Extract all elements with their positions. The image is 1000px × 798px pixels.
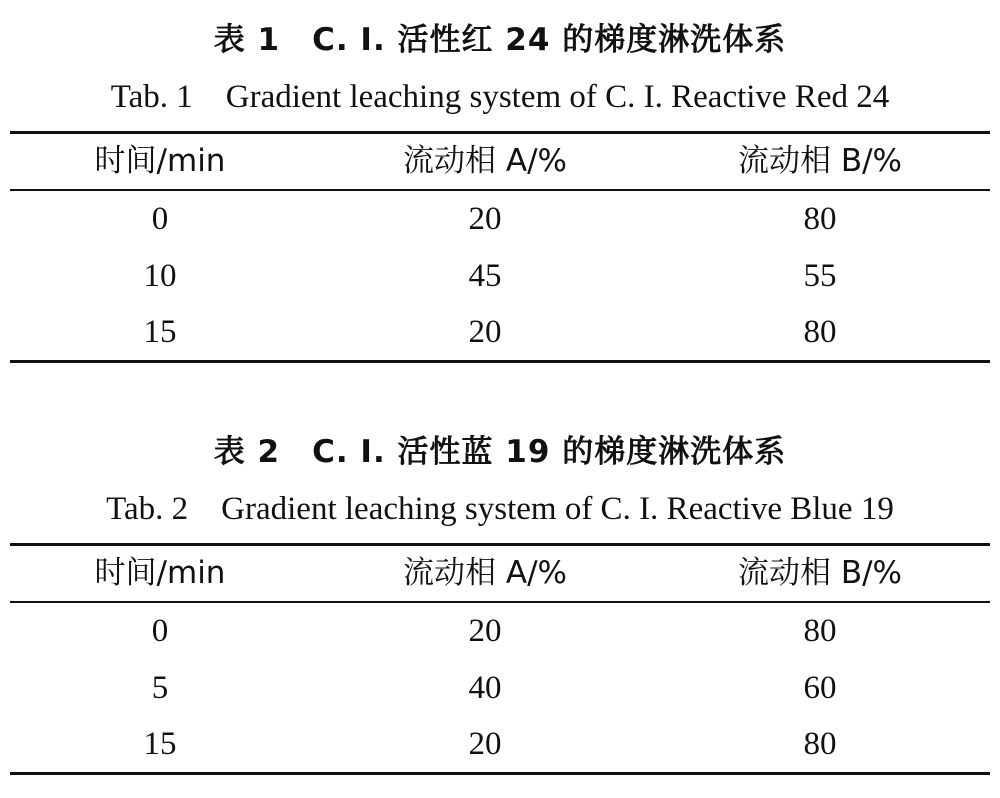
column-header-time: 时间/min xyxy=(94,143,226,179)
column-header-mobile-phase-a: 流动相 A/% xyxy=(403,555,567,591)
table-row xyxy=(10,249,990,303)
cell-phase-b: 80 xyxy=(803,314,837,350)
table-row xyxy=(10,717,990,771)
cell-phase-a: 45 xyxy=(468,258,502,294)
cell-phase-a: 40 xyxy=(468,670,502,706)
header-rule xyxy=(10,189,990,191)
table-header-row xyxy=(10,134,990,188)
cell-phase-b: 60 xyxy=(803,670,837,706)
cell-phase-b: 55 xyxy=(803,258,837,294)
bottom-rule xyxy=(10,360,990,363)
column-header-mobile-phase-a: 流动相 A/% xyxy=(403,143,567,179)
table-title-en: Tab. 2 Gradient leaching system of C. I. Reactive Blue 19 xyxy=(106,491,894,527)
table-header-row xyxy=(10,546,990,600)
cell-time: 10 xyxy=(143,258,177,294)
cell-time: 5 xyxy=(151,670,169,706)
table-row xyxy=(10,192,990,246)
table-row xyxy=(10,305,990,359)
table-row xyxy=(10,661,990,715)
column-header-mobile-phase-b: 流动相 B/% xyxy=(737,143,903,179)
cell-phase-a: 20 xyxy=(468,314,502,350)
cell-phase-a: 20 xyxy=(468,726,502,762)
cell-phase-a: 20 xyxy=(468,613,502,649)
table-title-zh: 表 2 C. I. 活性蓝 19 的梯度淋洗体系 xyxy=(213,434,787,470)
cell-time: 15 xyxy=(143,314,177,350)
column-header-time: 时间/min xyxy=(94,555,226,591)
cell-phase-b: 80 xyxy=(803,201,837,237)
cell-phase-b: 80 xyxy=(803,613,837,649)
cell-time: 0 xyxy=(151,201,169,237)
table-row xyxy=(10,604,990,658)
cell-time: 0 xyxy=(151,613,169,649)
cell-phase-a: 20 xyxy=(468,201,502,237)
cell-phase-b: 80 xyxy=(803,726,837,762)
cell-time: 15 xyxy=(143,726,177,762)
table-title-en: Tab. 1 Gradient leaching system of C. I. Reactive Red 24 xyxy=(110,79,890,115)
table-title-zh: 表 1 C. I. 活性红 24 的梯度淋洗体系 xyxy=(213,22,787,58)
header-rule xyxy=(10,601,990,603)
bottom-rule xyxy=(10,772,990,775)
column-header-mobile-phase-b: 流动相 B/% xyxy=(737,555,903,591)
